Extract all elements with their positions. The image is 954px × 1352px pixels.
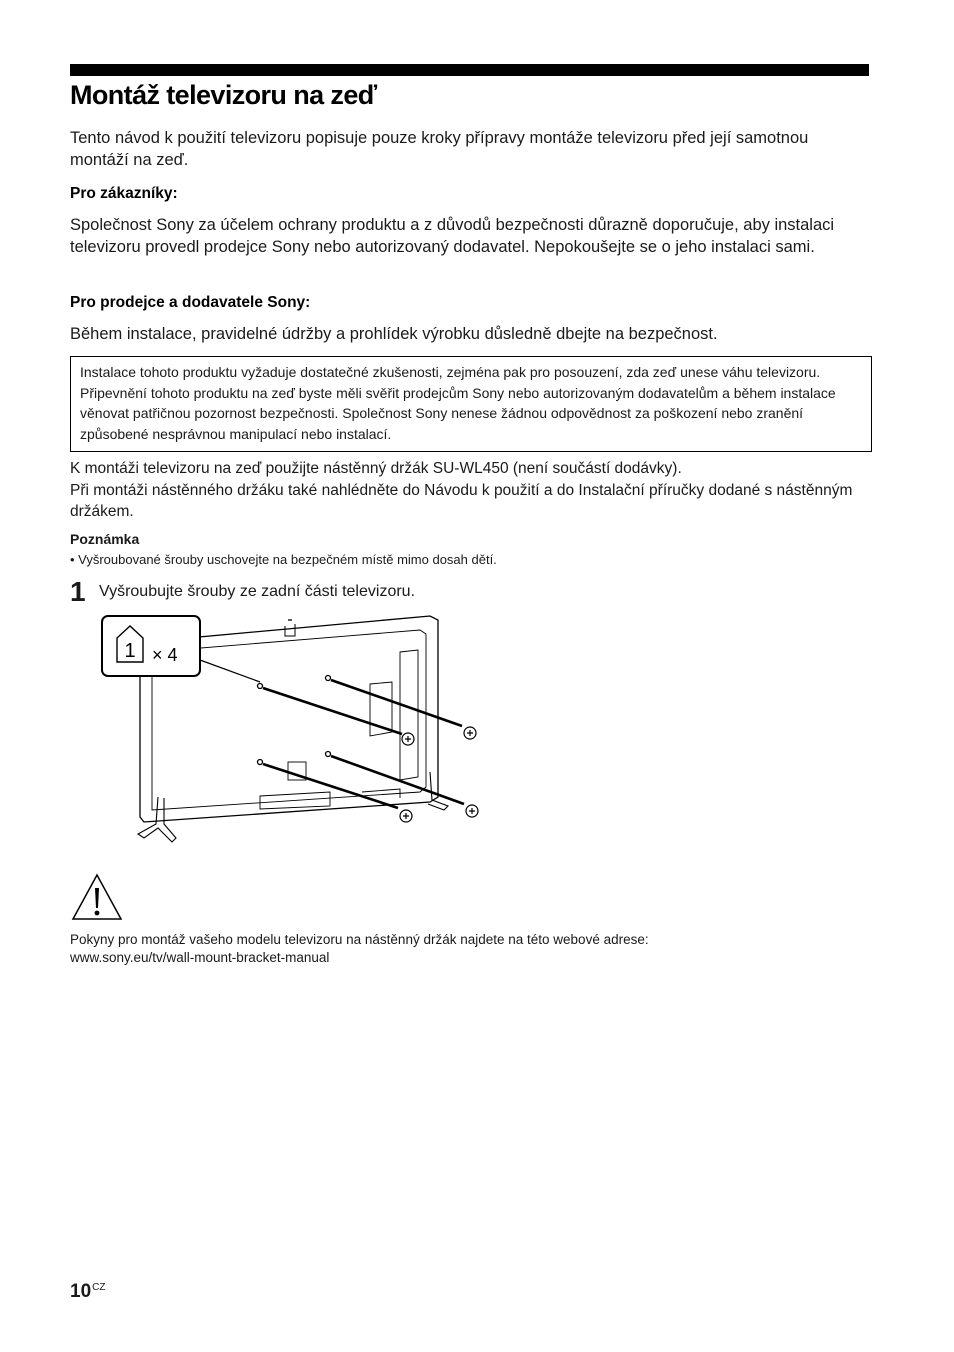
customers-heading: Pro zákazníky: xyxy=(70,185,178,202)
web-instructions: Pokyny pro montáž vašeho modelu televizoru na nástěnný držák najdete na této webové adrese: xyxy=(70,932,649,947)
web-url-link[interactable]: www.sony.eu/tv/wall-mount-bracket-manual xyxy=(70,950,330,965)
header-bar xyxy=(70,64,869,76)
bracket-line-2: Při montáži nástěnného držáku také nahlédněte do Návodu k použití a do Instalační příručky dodané s nástěnným držákem. xyxy=(70,482,853,520)
safety-notice-box: Instalace tohoto produktu vyžaduje dostatečné zkušenosti, zejména pak pro posouzení, zda zeď unese váhu televizoru. Připevnění tohoto produktu na zeď byste měli svěřit prodejcům Sony nebo autorizovaným dodavatelům a během instalace věnovat patřičnou pozornost bezpečnosti. Společnost Sony nenese žádnou odpovědnost za poškození nebo zranění způsobené nesprávnou manipulací nebo instalací. xyxy=(70,356,872,452)
step-text: Vyšroubujte šrouby ze zadní části televizoru. xyxy=(99,583,416,600)
step-number: 1 xyxy=(70,576,86,607)
note-title: Poznámka xyxy=(70,531,140,547)
dealers-heading: Pro prodejce a dodavatele Sony: xyxy=(70,294,311,311)
customers-paragraph: Společnost Sony za účelem ochrany produktu a z důvodů bezpečnosti důrazně doporučuje, aby instalaci televizoru provedl prodejce Sony nebo autorizovaný dodavatel. Nepokoušejte se o jeho instalaci sami. xyxy=(70,216,835,256)
callout-quantity: × 4 xyxy=(152,645,178,665)
language-code: CZ xyxy=(92,1282,106,1293)
warning-triangle-icon xyxy=(70,872,124,927)
page-number-value: 10 xyxy=(70,1281,92,1302)
tv-rear-icon xyxy=(100,612,500,852)
bracket-line-1: K montáži televizoru na zeď použijte nástěnný držák SU-WL450 (není součástí dodávky). xyxy=(70,460,682,477)
tv-rear-illustration xyxy=(100,612,500,857)
page-number xyxy=(70,1281,105,1303)
note-bullet: • Vyšroubované šrouby uschovejte na bezpečném místě mimo dosah dětí. xyxy=(70,552,497,567)
callout-number: 1 xyxy=(124,640,136,662)
intro-paragraph: Tento návod k použití televizoru popisuje pouze kroky přípravy montáže televizoru před její samotnou montáží na zeď. xyxy=(70,129,809,169)
dealers-paragraph: Během instalace, pravidelné údržby a prohlídek výrobku důsledně dbejte na bezpečnost. xyxy=(70,325,718,343)
page-title: Montáž televizoru na zeď xyxy=(70,80,377,110)
